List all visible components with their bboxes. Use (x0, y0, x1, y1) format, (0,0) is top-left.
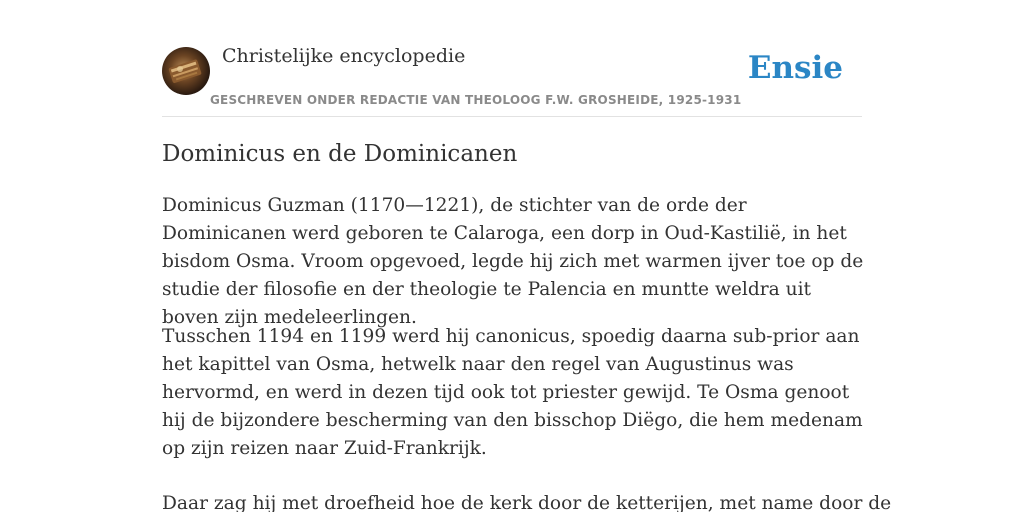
ensie-logo-link[interactable]: Ensie (747, 50, 843, 86)
site-title-link[interactable]: Christelijke encyclopedie (222, 45, 466, 67)
book-photo-avatar-icon[interactable] (162, 47, 210, 95)
article (162, 136, 892, 512)
site-header (162, 44, 862, 117)
article-paragraph: Tusschen 1194 en 1199 werd hij canonicus, spoedig daarna sub-prior aan het kapittel van Osma, hetwelk naar den regel van Augustinus was hervormd, en werd in dezen tijd ook tot priester gewijd. Te Osma genoot hij de bijzondere bescherming van den bisschop Diëgo, die hem medenam op zijn reizen naar Zuid-Frankrijk. (162, 326, 863, 459)
site-subtitle: GESCHREVEN ONDER REDACTIE VAN THEOLOOG F.W. GROSHEIDE, 1925-1931 (210, 93, 742, 107)
article-paragraph: Daar zag hij met droefheid hoe de kerk door de ketterijen, met name door de (162, 493, 892, 512)
article-title: Dominicus en de Dominicanen (162, 141, 518, 167)
article-paragraph: Dominicus Guzman (1170—1221), de stichter van de orde der Dominicanen werd geboren te Calaroga, een dorp in Oud-Kastilië, in het bisdom Osma. Vroom opgevoed, legde hij zich met warmen ijver toe op de studie der filosofie en der theologie te Palencia en muntte weldra uit boven zijn medeleerlingen. (162, 195, 864, 328)
